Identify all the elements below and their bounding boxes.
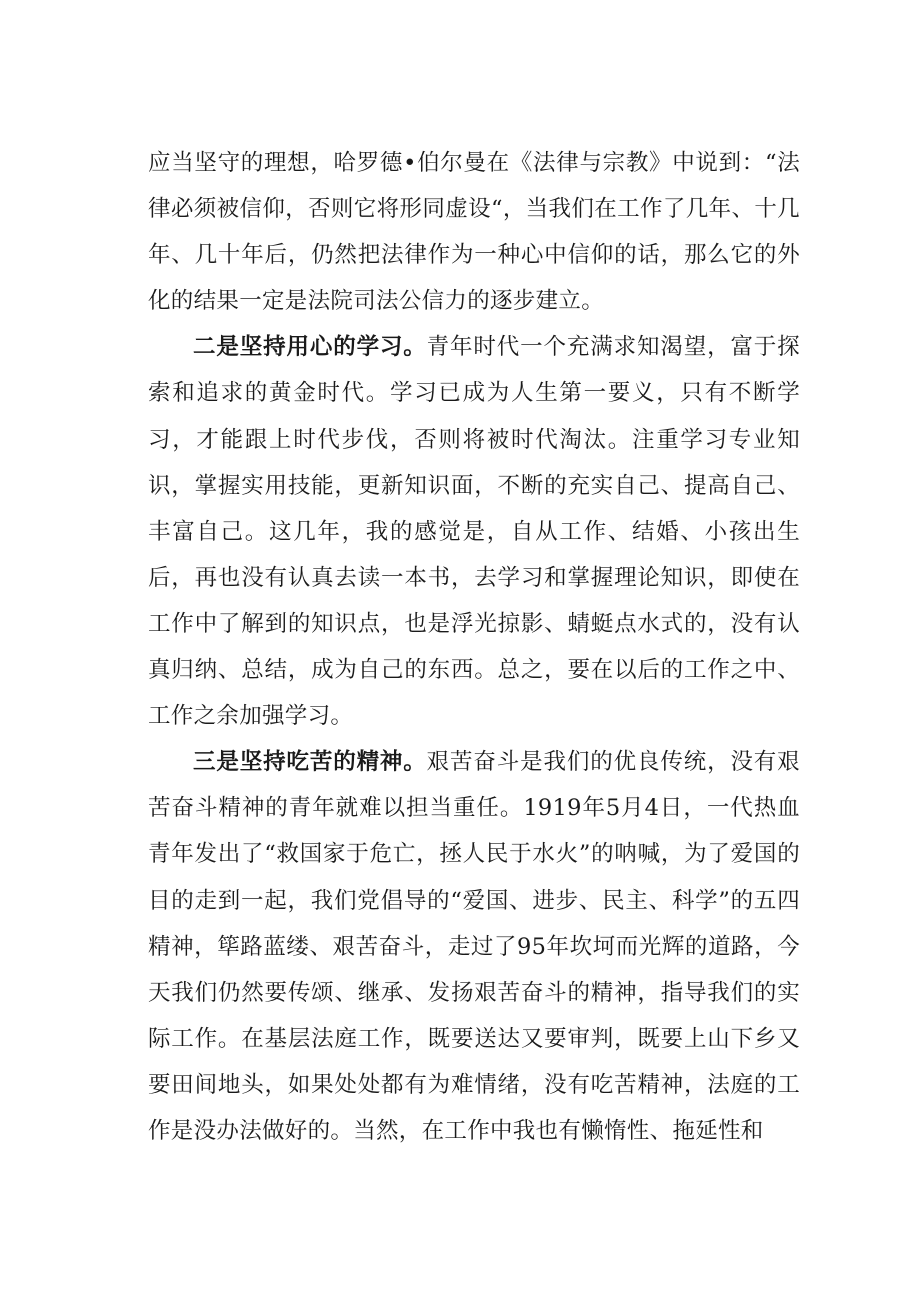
paragraph-text: 艰苦奋斗是我们的优良传统，没有艰苦奋斗精神的青年就难以担当重任。1919年5月4日，一代热血青年发出了“救国家于危亡，拯人民于水火”的呐喊，为了爱国的目的走到一起，我们党倡导的“爱国、进步、民主、科学”的五四精神，筚路蓝缕、艰苦奋斗，走过了95年坎坷而光辉的道路，今天我们仍然要传颂、继承、发扬艰苦奋斗的精神，指导我们的实际工作。在基层法庭工作，既要送达又要审判，既要上山下乡又要田间地头，如果处处都有为难情绪，没有吃苦精神，法庭的工作是没办法做好的。当然，在工作中我也有懒惰性、拖延性和 [148,749,800,1144]
paragraph-continuation [148,140,800,324]
document-body [148,140,800,1154]
paragraph-point-two [148,324,800,739]
paragraph-lead-heading: 三是坚持吃苦的精神。 [193,749,427,776]
paragraph-point-three [148,739,800,1154]
paragraph-lead-heading: 二是坚持用心的学习。 [193,334,427,361]
paragraph-text: 应当坚守的理想，哈罗德•伯尔曼在《法律与宗教》中说到：“法律必须被信仰，否则它将形同虚设“，当我们在工作了几年、十几年、几十年后，仍然把法律作为一种心中信仰的话，那么它的外化的结果一定是法院司法公信力的逐步建立。 [148,150,800,315]
paragraph-text: 青年时代一个充满求知渴望，富于探索和追求的黄金时代。学习已成为人生第一要义，只有不断学习，才能跟上时代步伐，否则将被时代淘汰。注重学习专业知识，掌握实用技能，更新知识面，不断的充实自己、提高自己、丰富自己。这几年，我的感觉是，自从工作、结婚、小孩出生后，再也没有认真去读一本书，去学习和掌握理论知识，即使在工作中了解到的知识点，也是浮光掠影、蜻蜓点水式的，没有认真归纳、总结，成为自己的东西。总之，要在以后的工作之中、工作之余加强学习。 [148,334,800,730]
